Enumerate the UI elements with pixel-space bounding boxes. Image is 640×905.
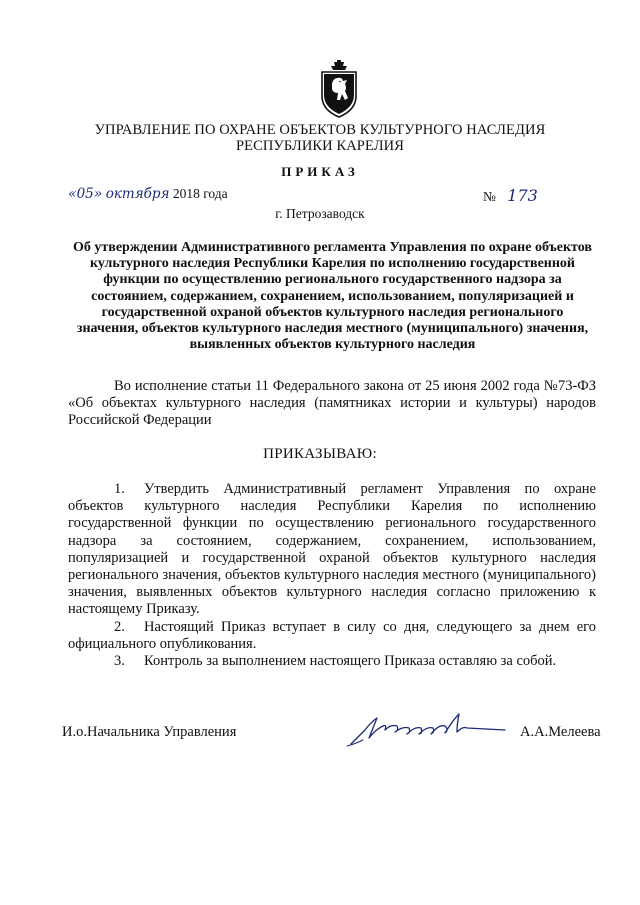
document-date xyxy=(68,186,228,202)
date-open-quote: « xyxy=(68,186,77,202)
date-close-quote: » xyxy=(93,186,103,202)
date-year: 2018 года xyxy=(172,186,228,201)
order-word: ПРИКАЗЫВАЮ: xyxy=(263,446,377,462)
clause-text: Настоящий Приказ вступает в силу со дня, следующего за днем его официального опубликования. xyxy=(68,618,596,652)
clause-number: 2. xyxy=(114,618,125,635)
date-day: 05 xyxy=(76,186,94,202)
document-title: Об утверждении Административного регламента Управления по охране объектов культурного наследия Республики Карелия по исполнению государственной функции по осуществлению регионального государственного надзора за состоянием, содержанием, сохранением, использованием, популяризацией и государственной охраной объектов культурного наследия регионального значения, объектов культурного наследия местного (муниципального) значения, выявленных объектов культурного наследия xyxy=(73,240,592,353)
coat-of-arms-icon xyxy=(318,60,360,118)
clause-text: Контроль за выполнением настоящего Приказа оставляю за собой. xyxy=(144,653,557,670)
document-type: ПРИКАЗ xyxy=(281,164,359,179)
date-month: октября xyxy=(105,186,170,202)
document-number xyxy=(483,186,538,205)
clause-text: Утвердить Административный регламент Управления по охране объектов культурного наследия Республики Карелия по исполнению государственной функции по осуществлению регионального государственного надзора за состоянием, содержанием, сохранением, использованием, популяризацией и государственной охраной объектов культурного наследия регионального значения, объектов культурного наследия местного (муниципального) значения, выявленных объектов культурного наследия согласно приложению к настоящему Приказу. xyxy=(68,481,596,618)
clause-number: 1. xyxy=(114,481,125,497)
handwritten-signature xyxy=(345,700,520,750)
number-value: 173 xyxy=(507,186,538,205)
organization-name-line1: УПРАВЛЕНИЕ ПО ОХРАНЕ ОБЪЕКТОВ КУЛЬТУРНОГО НАСЛЕДИЯ xyxy=(94,122,546,138)
clauses-list xyxy=(68,481,596,670)
clause-3 xyxy=(68,653,596,670)
signatory-name: А.А.Мелеева xyxy=(520,724,601,740)
document-city: г. Петрозаводск xyxy=(275,206,365,221)
preamble: Во исполнение статьи 11 Федерального закона от 25 июня 2002 года №73-ФЗ «Об объектах культурного наследия (памятниках истории и культуры) народов Российской Федерации xyxy=(68,378,596,429)
clause-number: 3. xyxy=(114,653,125,670)
clause-2 xyxy=(68,619,596,653)
organization-name-line2: РЕСПУБЛИКИ КАРЕЛИЯ xyxy=(235,138,405,154)
number-label: № xyxy=(483,189,496,204)
signatory-position: И.о.Начальника Управления xyxy=(62,724,237,740)
clause-1 xyxy=(68,481,596,619)
